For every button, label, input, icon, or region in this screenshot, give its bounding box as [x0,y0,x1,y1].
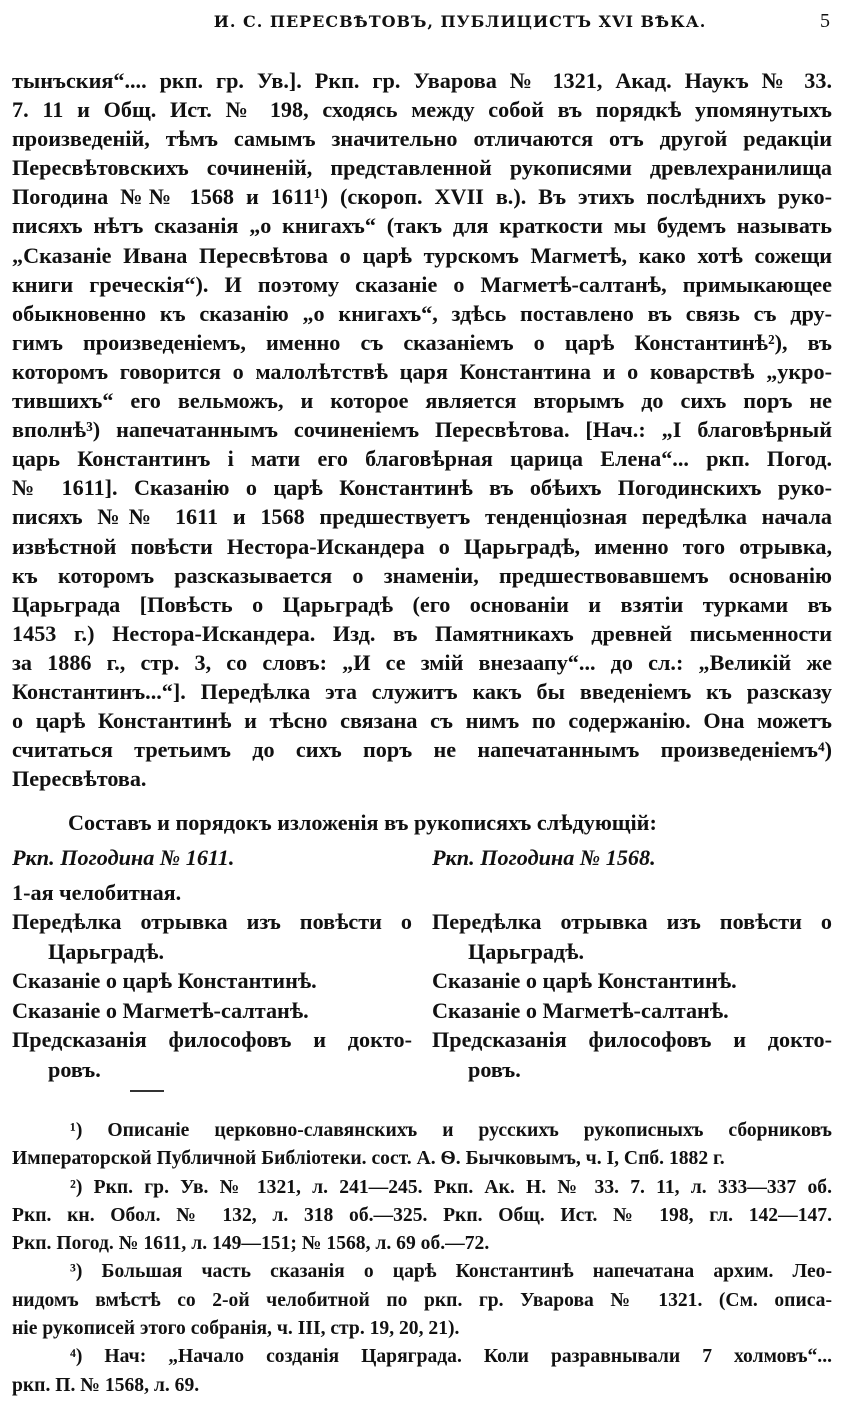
text-line: за 1886 г., стр. 3, со словъ: „И се змій внезаапу“... до сл.: „Великій же [12,649,832,675]
footnote-line: Ркп. Погод. № 1611, л. 149—151; № 1568, л. 69 об.—72. [12,1233,490,1255]
footnotes [12,1117,832,1400]
footnote-line: нидомъ вмѣстѣ со 2-ой челобитной по ркп. гр. Уварова № 1321. (См. описа- [12,1289,832,1311]
column-heading: Ркп. Погодина № 1611. [12,845,235,870]
manuscript-1568-column [432,843,832,1084]
list-item-text: 1-ая челобитная. [12,879,182,905]
text-line: № 1611]. Сказанію о царѣ Константинѣ въ обѣихъ Погодинскихъ руко- [12,475,832,501]
list-spacer [432,878,832,908]
footnote-line: ¹) Описаніе церковно-славянскихъ и русскихъ рукописныхъ сборниковъ [70,1120,832,1141]
footnote-separator [130,1090,164,1092]
text-line: Царьграда [Повѣсть о Царьградѣ (его основаніи и взятіи турками въ [12,591,832,617]
footnote-line: ркп. П. № 1568, л. 69. [12,1374,200,1396]
text-line: гимъ произведеніемъ, именно съ сказаніемъ о царѣ Константинѣ²), въ [12,329,832,355]
list-item-continuation: ровъ. [468,1056,521,1082]
running-header [150,12,830,42]
footnote-line: ²) Ркп. гр. Ув. № 1321, л. 241—245. Ркп. Ак. Н. № 33. 7. 11, л. 333—337 об. [70,1176,832,1198]
column-heading: Ркп. Погодина № 1568. [432,845,656,870]
text-line: къ которомъ разсказывается о знаменіи, предшествовавшемъ основанію [12,562,832,588]
text-line: вполнѣ³) напечатаннымъ сочиненіемъ Пересвѣтова. [Нач.: „І благовѣрный [12,417,832,443]
list-item-text: Сказаніе о царѣ Константинѣ. [12,968,317,993]
list-item [12,878,412,908]
list-item [12,1025,412,1084]
list-item [12,907,412,966]
list-item-continuation: Царьградѣ. [468,938,585,964]
text-line: Константинъ...“]. Передѣлка эта служитъ какъ бы введеніемъ къ разсказу [12,678,832,704]
list-item-text: Предсказанія философовъ и докто- [432,1027,832,1052]
manuscript-1611-column [12,843,412,1084]
list-item-text: Предсказанія философовъ и докто- [12,1027,412,1052]
text-line: писяхъ нѣтъ сказанія „о книгахъ“ (такъ для краткости мы будемъ называть [12,213,832,239]
contents-intro: Составъ и порядокъ изложенія въ рукописяхъ слѣдующій: [68,810,657,835]
list-item [432,1025,832,1084]
list-item [432,966,832,996]
list-item-continuation: Царьградѣ. [48,938,165,964]
text-line: 1453 г.) Нестора-Искандера. Изд. въ Памятникахъ древней письменности [12,620,832,646]
text-line: считаться третьимъ до сихъ поръ не напечатаннымъ произведеніемъ⁴) [12,737,832,763]
list-item-continuation: ровъ. [48,1056,101,1082]
footnote-line: Императорской Публичной Библіотеки. сост. А. Ѳ. Бычковымъ, ч. I, Спб. 1882 г. [12,1148,725,1170]
list-item [432,907,832,966]
text-line: Пересвѣтовскихъ сочиненій, представленной рукописями древлехранилища [12,155,832,181]
list-item [12,966,412,996]
text-line: „Сказаніе Ивана Пересвѣтова о царѣ турскомъ Магметѣ, како хотѣ сожещи [12,242,832,268]
page-number: 5 [820,10,830,32]
text-line: тынъския“.... ркп. гр. Ув.]. Ркп. гр. Уварова № 1321, Акад. Наукъ № 33. [12,68,832,93]
text-line: которомъ говорится о малолѣтствѣ царя Константина и о коварствѣ „укро- [12,358,832,384]
running-title: И. С. ПЕРЕСВѢТОВЪ, ПУБЛИЦИСТЪ XVI ВѢКА. [213,12,707,31]
list-item-text: Сказаніе о Магметѣ-салтанѣ. [432,997,729,1023]
list-item-text: Сказаніе о Магметѣ-салтанѣ. [12,997,309,1023]
main-text [12,66,832,793]
footnote-line: ³) Большая часть сказанія о царѣ Константинѣ напечатана архим. Лео- [70,1261,832,1283]
text-line: Пересвѣтова. [12,766,147,792]
text-line: о царѣ Константинѣ и тѣсно связана съ нимъ по содержанію. Она можетъ [12,708,832,734]
text-line: обыкновенно къ сказанію „о книгахъ“, здѣсь поставлено въ связь съ дру- [12,300,832,326]
text-line: писяхъ №№ 1611 и 1568 предшествуетъ тенденціозная передѣлка начала [12,504,832,530]
list-item-text: Сказаніе о царѣ Константинѣ. [432,968,737,993]
text-line: Погодина №№ 1568 и 1611¹) (скороп. XVII в.). Въ этихъ послѣднихъ руко- [12,184,832,210]
text-line: тившихъ“ его вельможъ, и которое является вторымъ до сихъ поръ не [12,388,832,414]
text-line: книги греческія“). И поэтому сказаніе о Магметѣ-салтанѣ, примыкающее [12,271,832,297]
footnote-line: ⁴) Нач: „Начало созданія Царяграда. Коли разравнывали 7 холмовъ“... [70,1346,832,1368]
text-line: извѣстной повѣсти Нестора-Искандера о Царьградѣ, именно того отрывка, [12,533,832,559]
list-item-text: Передѣлка отрывка изъ повѣсти о [432,909,832,934]
text-line: царь Константинъ і мати его благовѣрная царица Елена“... ркп. Погод. [12,446,832,472]
footnote-line: Ркп. кн. Обол. № 132, л. 318 об.—325. Ркп. Общ. Ист. № 198, гл. 142—147. [12,1204,832,1226]
footnote-line: ніе рукописей этого собранія, ч. III, стр. 19, 20, 21). [12,1318,460,1340]
text-line: произведеній, тѣмъ самымъ значительно отличаются отъ другой редакціи [12,126,832,152]
list-item [12,996,412,1026]
list-item-text: Передѣлка отрывка изъ повѣсти о [12,909,412,934]
list-item [432,996,832,1026]
text-line: 7. 11 и Общ. Ист. № 198, сходясь между собой въ порядкѣ упомянутыхъ [12,97,832,123]
